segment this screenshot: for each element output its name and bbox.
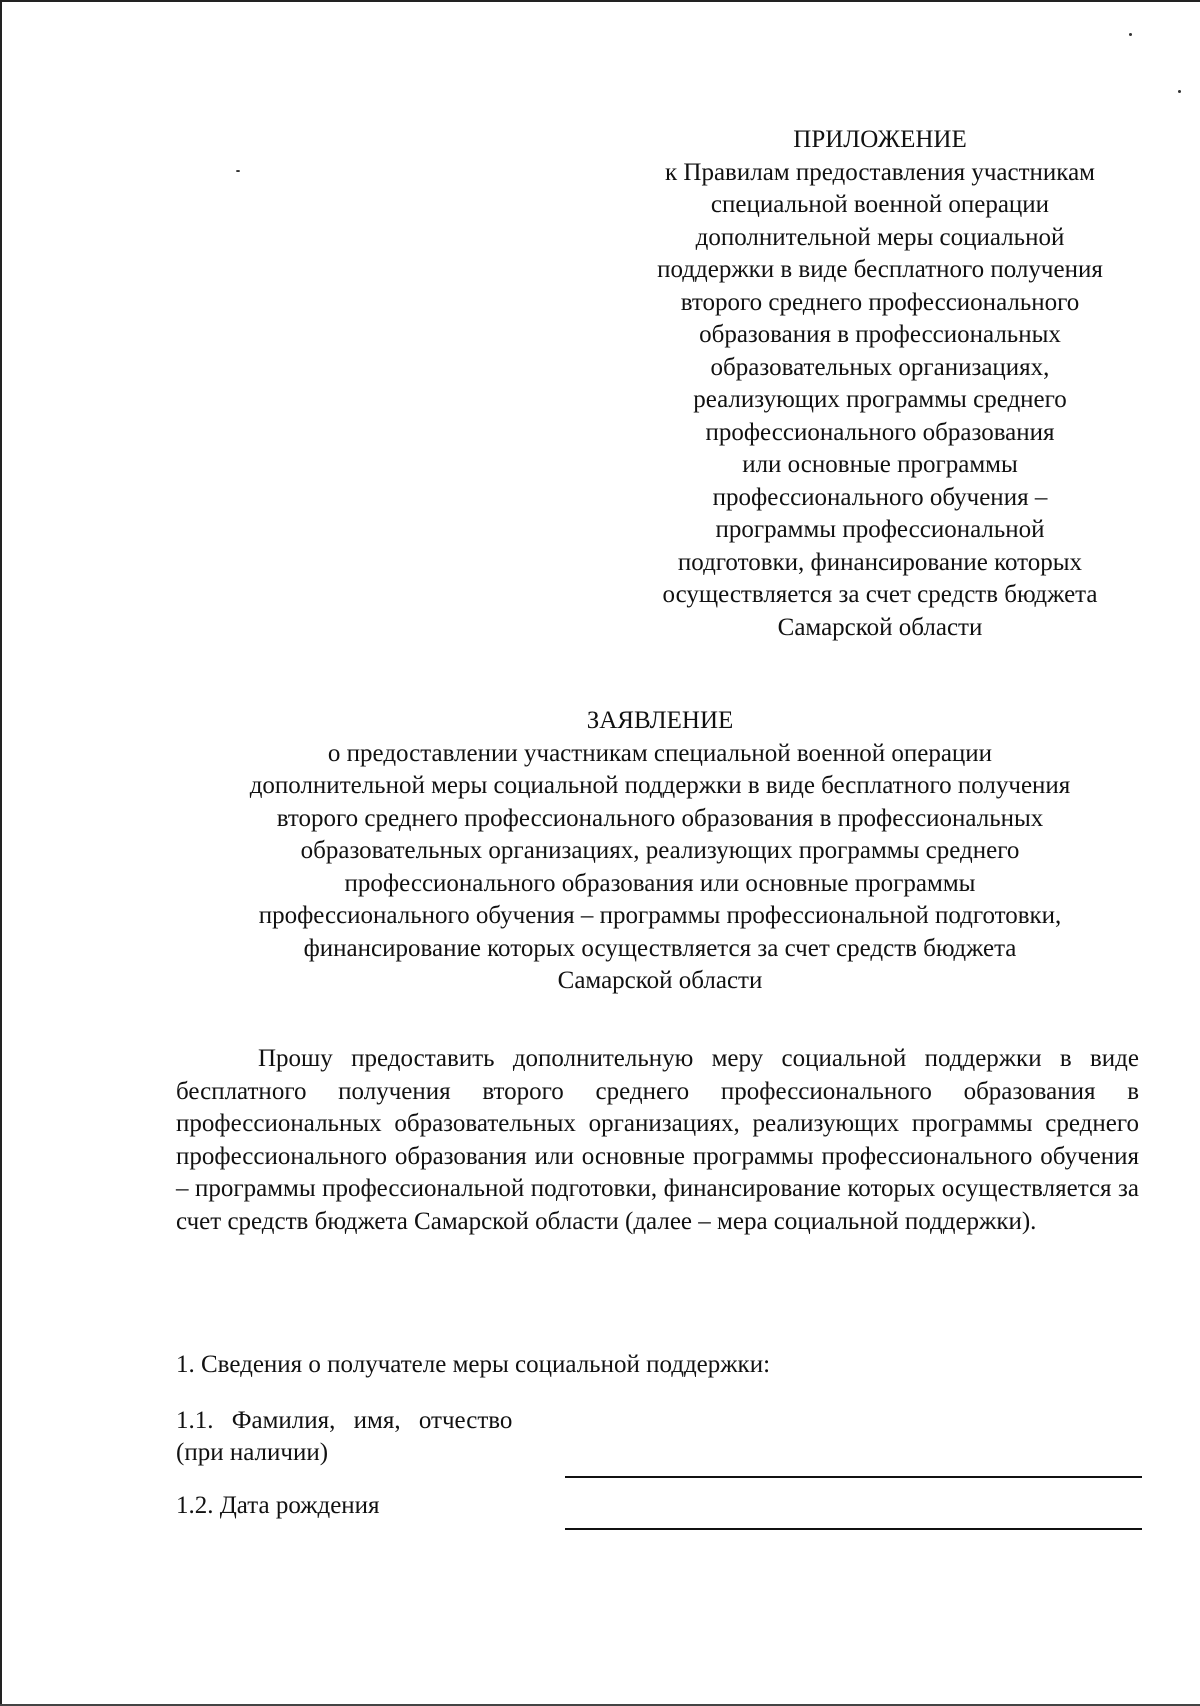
appendix-block <box>620 124 1140 644</box>
scan-edge-left <box>0 0 2 1706</box>
appendix-line: специальной военной операции <box>710 191 1050 218</box>
birth-date-field[interactable] <box>565 1528 1142 1530</box>
heading-line: профессионального образования или основные программы <box>344 869 976 897</box>
request-paragraph: Прошу предоставить дополнительную меру социальной поддержки в виде бесплатного получения второго среднего профессионального образования в профессиональных образовательных организациях, реализующих программы среднего профессионального образования или основные программы профессионального обучения – программы профессиональной подготовки, финансирование которых осуществляется за счет средств бюджета Самарской области (далее – мера социальной поддержки). <box>176 1045 1139 1235</box>
birth-date-label: 1.2. Дата рождения <box>176 1492 380 1519</box>
scan-speck <box>1178 90 1181 93</box>
scan-speck <box>236 170 240 172</box>
appendix-line: второго среднего профессионального <box>680 288 1080 316</box>
appendix-line: или основные программы <box>742 451 1018 478</box>
heading-line: профессионального обучения – программы профессиональной подготовки, <box>258 902 1062 929</box>
appendix-title: ПРИЛОЖЕНИЕ <box>793 126 967 153</box>
full-name-field[interactable] <box>565 1476 1142 1478</box>
full-name-label <box>176 1405 566 1469</box>
appendix-line: поддержки в виде бесплатного получения <box>657 256 1103 283</box>
appendix-line: Самарской области <box>777 613 983 641</box>
heading-line: второго среднего профессионального образования в профессиональных <box>276 804 1044 832</box>
appendix-line: образования в профессиональных <box>699 321 1061 348</box>
appendix-line: дополнительной меры социальной <box>695 223 1065 251</box>
appendix-line: осуществляется за счет средств бюджета <box>662 581 1098 608</box>
full-name-label-line: (при наличии) <box>176 1439 329 1466</box>
appendix-line: к Правилам предоставления участникам <box>665 158 1095 186</box>
heading-line: финансирование которых осуществляется за счет средств бюджета <box>303 934 1017 962</box>
appendix-line: реализующих программы среднего <box>693 386 1067 413</box>
appendix-line: профессионального обучения – <box>712 483 1048 511</box>
heading-line: дополнительной меры социальной поддержки в виде бесплатного получения <box>249 772 1071 799</box>
section-1-heading: 1. Сведения о получателе меры социальной поддержки: <box>176 1351 771 1378</box>
heading-line: о предоставлении участникам специальной военной операции <box>327 739 993 767</box>
application-heading <box>160 705 1160 998</box>
appendix-line: профессионального образования <box>705 418 1055 446</box>
appendix-line: подготовки, финансирование которых <box>677 548 1083 576</box>
appendix-line: образовательных организациях, <box>710 353 1050 381</box>
heading-line: Самарской области <box>557 967 763 994</box>
scan-speck <box>1129 33 1132 36</box>
full-name-label-line: 1.1. Фамилия, имя, отчество <box>176 1407 513 1434</box>
heading-line: образовательных организациях, реализующих программы среднего <box>300 837 1020 864</box>
scan-edge-top <box>0 0 1200 2</box>
application-title: ЗАЯВЛЕНИЕ <box>586 707 734 734</box>
appendix-line: программы профессиональной <box>715 516 1045 543</box>
